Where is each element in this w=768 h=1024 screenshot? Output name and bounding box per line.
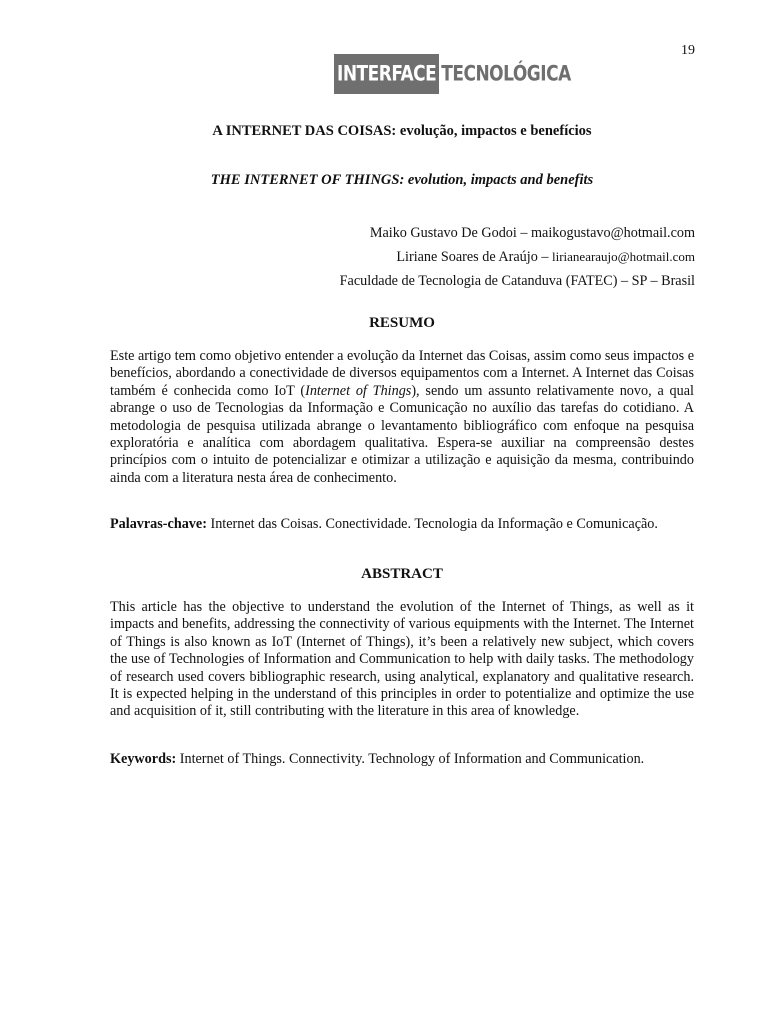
author-name: Liriane Soares de Araújo – bbox=[396, 249, 552, 265]
abstract-heading: ABSTRACT bbox=[361, 566, 443, 582]
author-block bbox=[340, 221, 695, 293]
logo-part-interface: INTERFACE bbox=[334, 54, 439, 94]
keywords-portuguese bbox=[110, 516, 694, 533]
keywords-label: Keywords: bbox=[110, 751, 177, 767]
keywords-english bbox=[110, 751, 694, 768]
author-line-2 bbox=[340, 245, 695, 269]
page-number: 19 bbox=[681, 43, 695, 58]
logo-part-tecnologica: TECNOLÓGICA bbox=[439, 54, 572, 94]
author-name: Maiko Gustavo De Godoi – bbox=[369, 225, 532, 241]
title-english: THE INTERNET OF THINGS: evolution, impacts and benefits bbox=[210, 172, 594, 188]
resumo-paragraph bbox=[110, 348, 694, 487]
author-line-1 bbox=[340, 221, 695, 245]
keywords-label: Palavras-chave: bbox=[110, 516, 207, 532]
resumo-text-italic: Internet of Things bbox=[305, 382, 412, 399]
journal-logo bbox=[334, 58, 573, 90]
affiliation: Faculdade de Tecnologia de Catanduva (FATEC) – SP – Brasil bbox=[339, 273, 695, 289]
keywords-text: Internet das Coisas. Conectividade. Tecnologia da Informação e Comunicação. bbox=[206, 516, 658, 532]
resumo-text-part: ), sendo um assunto relativamente novo, a qual abrange o uso de Tecnologias da Informação e Comunicação no auxílio das tarefas do cotidiano. A metodologia de pesquisa utilizada abrange o levantamento bibliográfico com enfoque na pesquisa exploratória e analítica com abordagem qualitativa. Espera-se auxiliar na compreensão destes princípios com o intuito de potencializar e otimizar a utilização e aquisição da mesma, contribuindo ainda com a literatura nesta área de conhecimento. bbox=[110, 382, 694, 486]
resumo-text-part: Este artigo tem como objetivo entender a evolução da Internet das Coisas, assim como seus impactos e benefícios, abordando a conectividade de diversos equipamentos com a Internet. A Internet das Coisas também é conhecida como IoT ( bbox=[110, 348, 694, 399]
title-portuguese: A INTERNET DAS COISAS: evolução, impactos e benefícios bbox=[212, 123, 592, 139]
abstract-paragraph: This article has the objective to understand the evolution of the Internet of Things, as well as it impacts and benefits, addressing the connectivity of various equipments with the Internet. The Internet of Things is also known as IoT (Internet of Things), it’s been a relatively new subject, which covers the use of Technologies of Information and Communication to help with daily tasks. The methodology of research used covers bibliographic research, using analytical, explanatory and qualitative research. It is expected helping in the understand of this principles in order to potentialize and optimize the use and acquisition of it, still contributing with the literature in this area of knowledge. bbox=[110, 599, 694, 720]
author-email[interactable]: lirianearaujo@hotmail.com bbox=[551, 249, 695, 264]
keywords-text: Internet of Things. Connectivity. Technology of Information and Communication. bbox=[176, 751, 645, 767]
author-email[interactable]: maikogustavo@hotmail.com bbox=[531, 225, 695, 241]
resumo-heading: RESUMO bbox=[369, 315, 435, 331]
